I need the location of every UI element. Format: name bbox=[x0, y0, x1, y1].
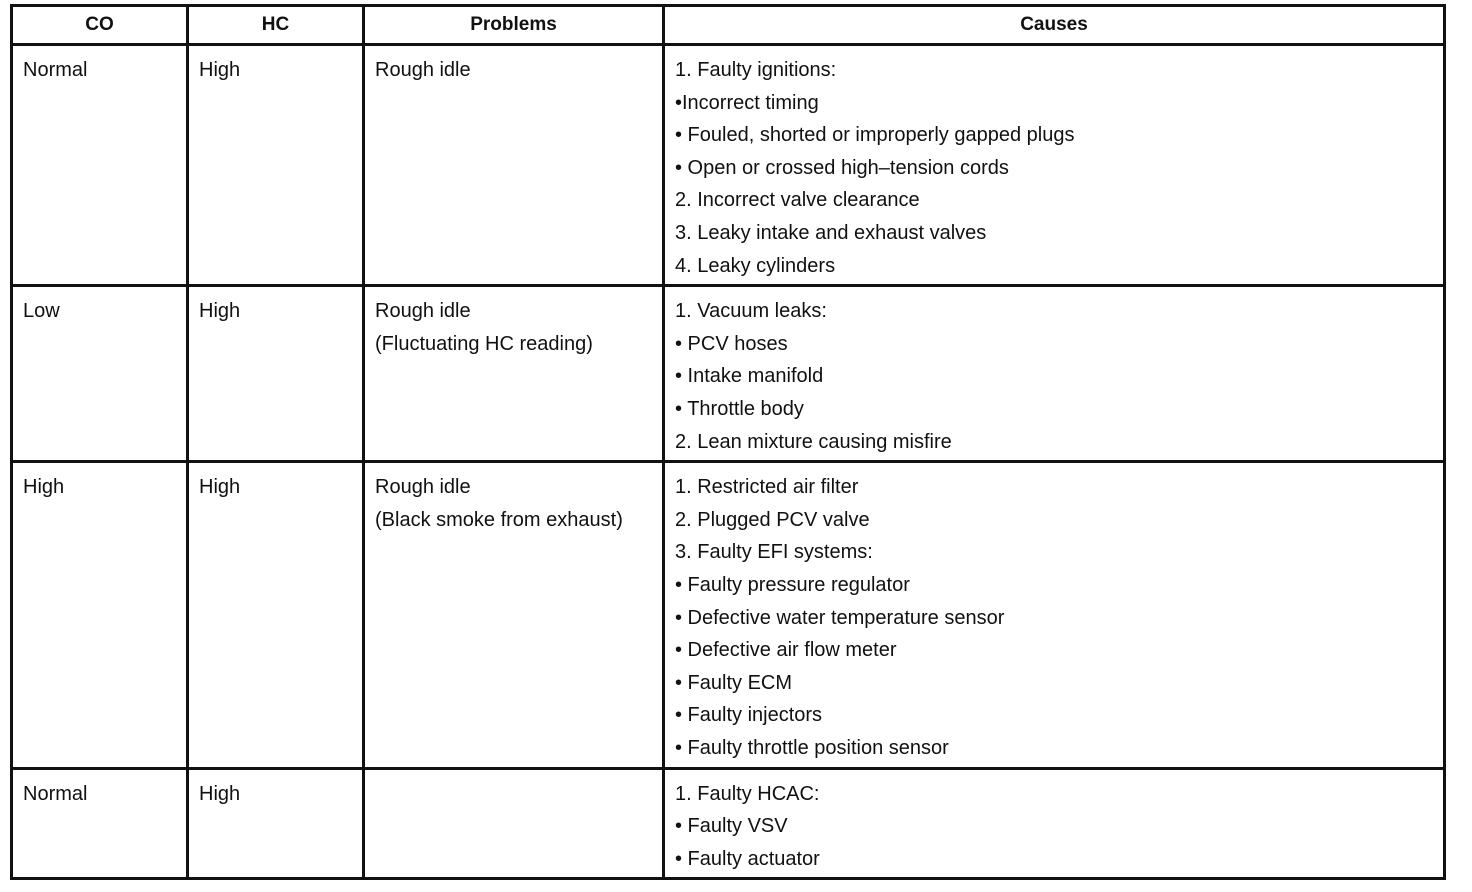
cause-line: • Faulty actuator bbox=[675, 847, 820, 870]
cause-line: • Faulty throttle position sensor bbox=[675, 736, 949, 759]
hc-value: High bbox=[199, 476, 241, 499]
header-problems: Problems bbox=[364, 6, 664, 45]
cause-line: • Defective air flow meter bbox=[675, 639, 897, 662]
hc-cell bbox=[188, 768, 364, 879]
cause-line: 1. Faulty ignitions: bbox=[675, 59, 837, 81]
hc-value: High bbox=[199, 300, 241, 323]
emissions-diagnosis-table bbox=[10, 4, 1446, 880]
cause-line: • PCV hoses bbox=[675, 332, 788, 355]
co-value: High bbox=[23, 476, 65, 499]
problem-line: Rough idle bbox=[375, 300, 471, 323]
cause-line: 2. Incorrect valve clearance bbox=[675, 189, 920, 212]
problems-cell bbox=[364, 462, 664, 768]
hc-cell bbox=[188, 462, 364, 768]
cause-line: •Incorrect timing bbox=[675, 91, 819, 114]
cause-line: • Throttle body bbox=[675, 397, 804, 420]
cause-line: 3. Leaky intake and exhaust valves bbox=[675, 221, 987, 244]
co-value: Normal bbox=[23, 782, 88, 805]
cause-line: • Open or crossed high–tension cords bbox=[675, 156, 1009, 179]
hc-value: High bbox=[199, 782, 241, 805]
table-row bbox=[12, 768, 1445, 879]
problem-line: (Black smoke from exhaust) bbox=[375, 508, 623, 531]
cause-line: • Faulty pressure regulator bbox=[675, 573, 910, 596]
co-cell bbox=[12, 45, 188, 286]
cause-line: 1. Vacuum leaks: bbox=[675, 300, 827, 323]
hc-cell bbox=[188, 45, 364, 286]
header-causes: Causes bbox=[664, 6, 1445, 45]
problem-line: Rough idle bbox=[375, 59, 471, 81]
hc-cell bbox=[188, 286, 364, 462]
table-row bbox=[12, 45, 1445, 286]
co-value: Low bbox=[23, 300, 60, 323]
causes-cell bbox=[664, 45, 1445, 286]
causes-cell bbox=[664, 768, 1445, 879]
cause-line: 2. Lean mixture causing misfire bbox=[675, 430, 952, 453]
causes-cell bbox=[664, 286, 1445, 462]
cause-line: • Faulty injectors bbox=[675, 704, 823, 727]
cause-line: 2. Plugged PCV valve bbox=[675, 508, 870, 531]
table-row bbox=[12, 462, 1445, 768]
diagnosis-table-container bbox=[10, 4, 1446, 880]
header-co: CO bbox=[12, 6, 188, 45]
co-cell bbox=[12, 768, 188, 879]
cause-line: 1. Restricted air filter bbox=[675, 476, 859, 499]
co-value: Normal bbox=[23, 59, 88, 81]
header-row bbox=[12, 6, 1445, 45]
hc-value: High bbox=[199, 59, 241, 81]
cause-line: • Intake manifold bbox=[675, 365, 824, 388]
cause-line: • Faulty VSV bbox=[675, 815, 788, 838]
table-row bbox=[12, 286, 1445, 462]
causes-cell bbox=[664, 462, 1445, 768]
co-cell bbox=[12, 286, 188, 462]
cause-line: 1. Faulty HCAC: bbox=[675, 782, 820, 805]
cause-line: • Defective water temperature sensor bbox=[675, 606, 1005, 629]
problems-cell bbox=[364, 768, 664, 879]
cause-line: • Fouled, shorted or improperly gapped plugs bbox=[675, 124, 1075, 147]
header-hc: HC bbox=[188, 6, 364, 45]
cause-line: • Faulty ECM bbox=[675, 671, 793, 694]
cause-line: 3. Faulty EFI systems: bbox=[675, 541, 873, 564]
co-cell bbox=[12, 462, 188, 768]
problems-cell bbox=[364, 286, 664, 462]
cause-line: 4. Leaky cylinders bbox=[675, 254, 836, 277]
problem-line: Rough idle bbox=[375, 476, 471, 499]
problems-cell bbox=[364, 45, 664, 286]
problem-line: (Fluctuating HC reading) bbox=[375, 332, 593, 355]
